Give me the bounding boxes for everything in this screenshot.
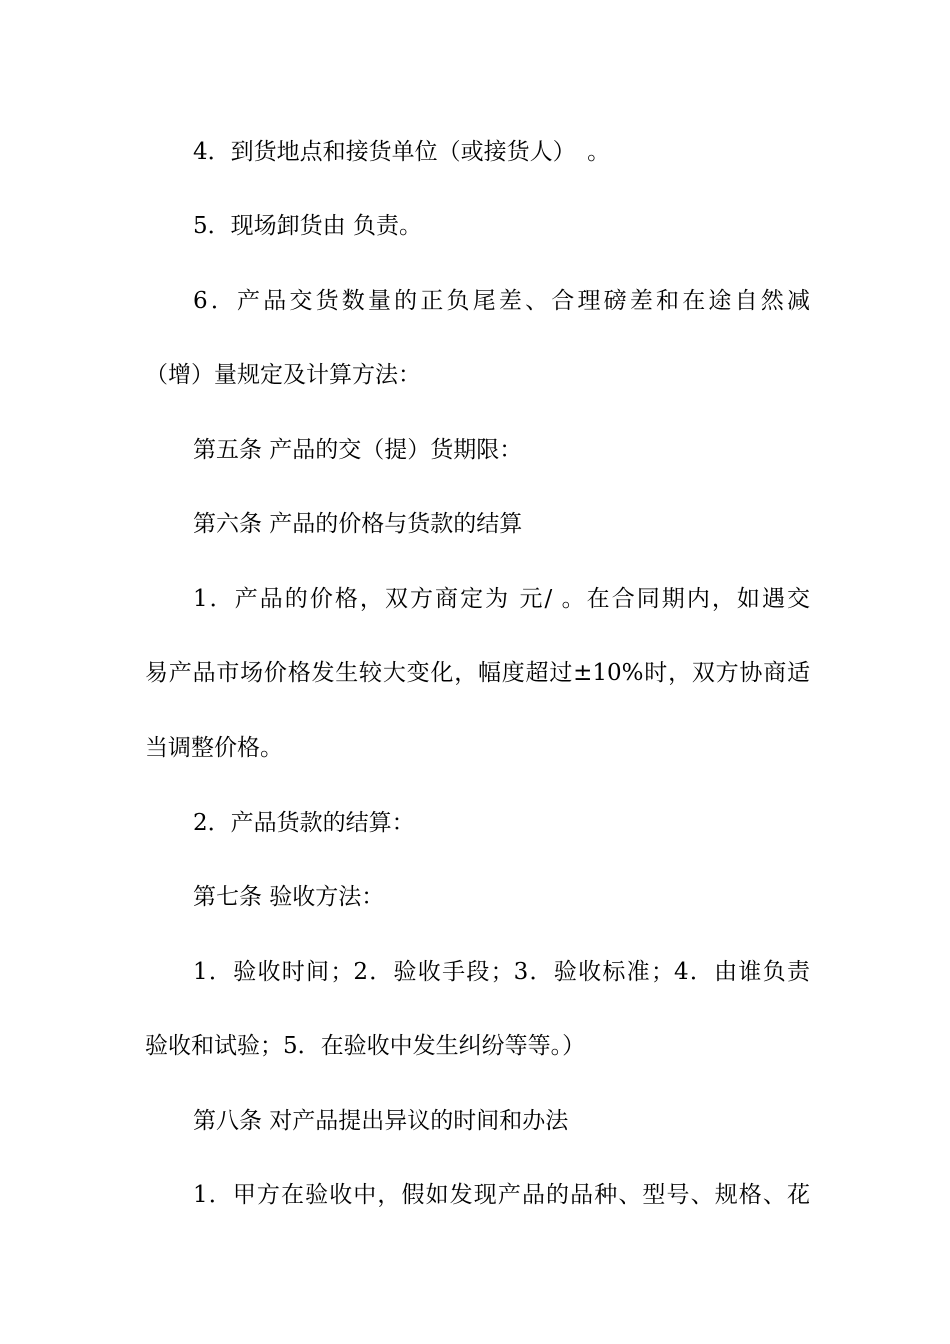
paragraph-price-cont-1: 易产品市场价格发生较大变化，幅度超过±10%时，双方协商适	[145, 660, 810, 686]
paragraph-quantity-tolerance-cont: （增）量规定及计算方法：	[145, 362, 421, 388]
paragraph-payment-settlement: 2．产品货款的结算：	[193, 810, 415, 836]
paragraph-acceptance-items-cont: 验收和试验；5．在验收中发生纠纷等等。）	[145, 1033, 586, 1059]
paragraph-price: 1．产品的价格，双方商定为 元/ 。在合同期内，如遇交	[193, 586, 810, 612]
paragraph-quantity-tolerance: 6．产品交货数量的正负尾差、合理磅差和在途自然减	[193, 288, 810, 314]
article-6-heading: 第六条 产品的价格与货款的结算	[193, 511, 523, 537]
article-7-heading: 第七条 验收方法：	[193, 884, 385, 910]
paragraph-objection: 1．甲方在验收中，假如发现产品的品种、型号、规格、花	[193, 1182, 810, 1208]
paragraph-delivery-location: 4．到货地点和接货单位（或接货人） 。	[193, 139, 611, 165]
paragraph-acceptance-items: 1．验收时间；2．验收手段；3．验收标准；4．由谁负责	[193, 959, 810, 985]
paragraph-unloading: 5．现场卸货由 负责。	[193, 213, 422, 239]
paragraph-price-cont-2: 当调整价格。	[145, 735, 283, 761]
article-5-heading: 第五条 产品的交（提）货期限：	[193, 437, 523, 463]
article-8-heading: 第八条 对产品提出异议的时间和办法	[193, 1108, 569, 1134]
